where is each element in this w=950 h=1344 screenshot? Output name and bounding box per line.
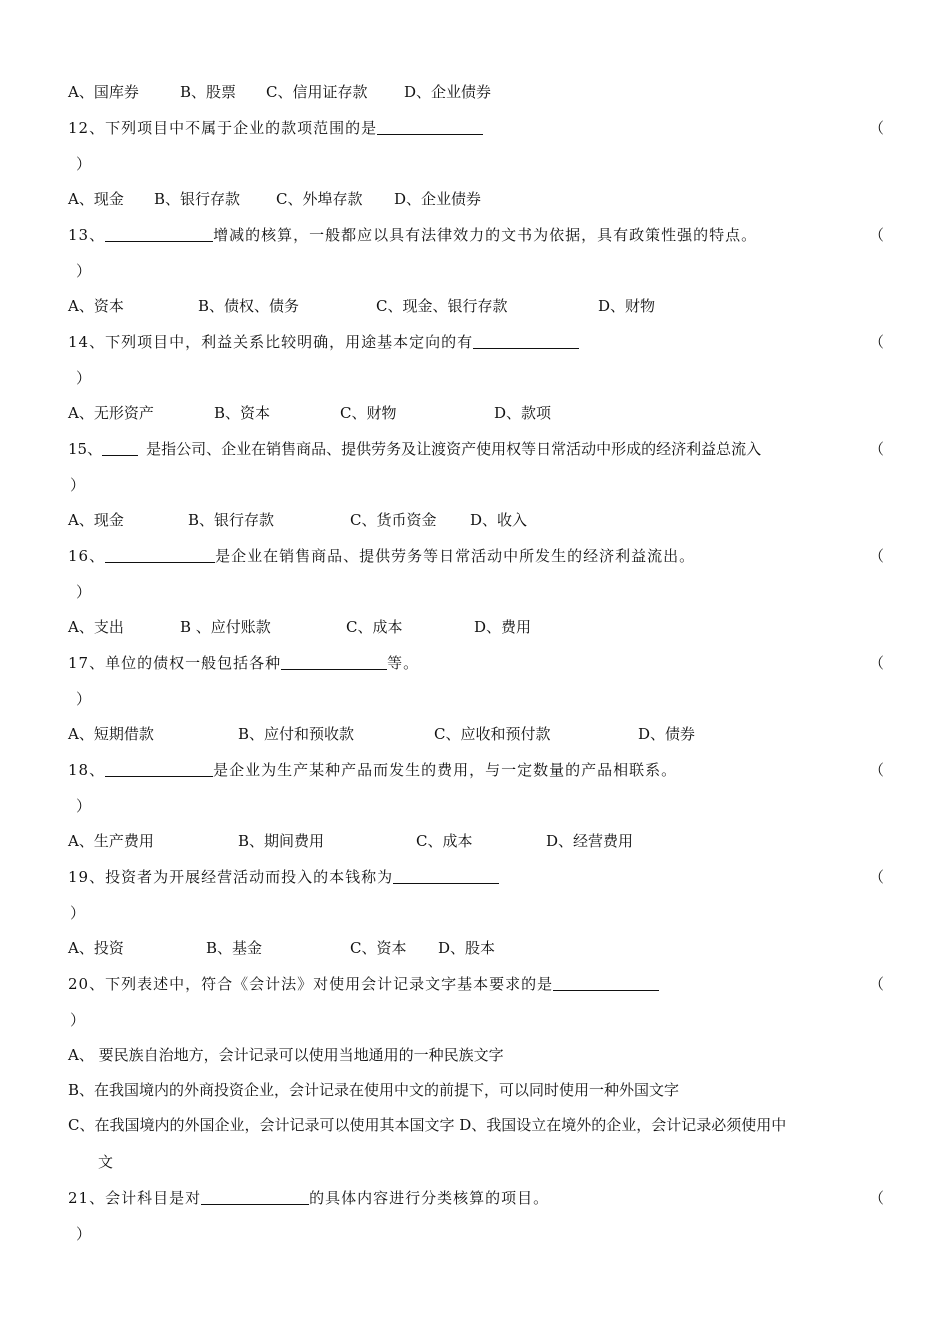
q21-number: 21、 [68, 1189, 106, 1207]
q15-option-d: D、收入 [470, 511, 528, 529]
q14-text: 下列项目中，利益关系比较明确，用途基本定向的有 [105, 333, 474, 351]
q15-option-c: C、货币资金 [350, 511, 437, 529]
q17-option-b: B、应付和预收款 [238, 725, 355, 743]
q13-answer-blank[interactable] [105, 225, 213, 242]
q15-paren-close: ） [70, 476, 86, 494]
q16-number: 16、 [68, 547, 106, 565]
q21-answer-blank[interactable] [201, 1188, 309, 1205]
q20-paren-close: ） [70, 1011, 86, 1029]
q17-stem [68, 651, 882, 675]
q16-paren-close: ） [76, 583, 92, 601]
q17-answer-blank[interactable] [281, 653, 387, 670]
q18-text: 是企业为生产某种产品而发生的费用，与一定数量的产品相联系。 [213, 761, 678, 779]
q13-number: 13、 [68, 226, 106, 244]
q19-paren-close: ） [70, 904, 86, 922]
q18-option-b: B、期间费用 [238, 832, 325, 850]
q11-option-d: D、企业债券 [404, 83, 492, 101]
q13-option-a: A、资本 [68, 297, 124, 315]
q17-option-c: C、应收和预付款 [434, 725, 551, 743]
q12-option-b: B、银行存款 [154, 190, 241, 208]
q15-options [68, 508, 882, 532]
q13-text: 增减的核算，一般都应以具有法律效力的文书为依据，具有政策性强的特点。 [213, 226, 758, 244]
q12-paren-open: （ [868, 119, 884, 137]
q14-options [68, 401, 882, 425]
q13-option-b: B、债权、债务 [198, 297, 300, 315]
q15-stem [68, 437, 882, 461]
q15-paren-open: （ [868, 440, 884, 458]
q14-number: 14、 [68, 333, 106, 351]
q16-options [68, 615, 882, 639]
q14-paren-open: （ [868, 333, 884, 351]
q16-option-a: A、支出 [68, 618, 124, 636]
q17-text-post: 等。 [387, 654, 420, 672]
q15-number: 15、 [68, 440, 103, 458]
q18-option-d: D、经营费用 [546, 832, 634, 850]
q15-text: 是指公司、企业在销售商品、提供劳务及让渡资产使用权等日常活动中形成的经济利益总流入 [146, 440, 762, 458]
q14-stem [68, 330, 882, 354]
q16-text: 是企业在销售商品、提供劳务等日常活动中所发生的经济利益流出。 [215, 547, 696, 565]
q15-option-b: B、银行存款 [188, 511, 275, 529]
q12-paren-close: ） [76, 155, 92, 173]
q18-option-c: C、成本 [416, 832, 473, 850]
q20-option-c-d: C、在我国境内的外国企业，会计记录可以使用其本国文字 D、我国设立在境外的企业，会计记录必须使用中 [68, 1116, 787, 1134]
q18-stem [68, 758, 882, 782]
q13-paren-close: ） [76, 262, 92, 280]
q13-stem [68, 223, 882, 247]
q12-options [68, 187, 882, 211]
q14-option-d: D、款项 [494, 404, 552, 422]
q18-paren-open: （ [868, 761, 884, 779]
q19-option-d: D、股本 [438, 939, 496, 957]
q14-option-c: C、财物 [340, 404, 397, 422]
q19-options [68, 936, 882, 960]
q14-option-a: A、无形资产 [68, 404, 154, 422]
q13-paren-open: （ [868, 226, 884, 244]
q17-number: 17、 [68, 654, 106, 672]
q12-stem [68, 116, 882, 140]
q21-text-post: 的具体内容进行分类核算的项目。 [309, 1189, 550, 1207]
q12-option-c: C、外埠存款 [276, 190, 363, 208]
q12-option-d: D、企业债券 [394, 190, 482, 208]
q20-answer-blank[interactable] [553, 974, 659, 991]
q14-paren-close: ） [76, 369, 92, 387]
q19-option-c: C、资本 [350, 939, 407, 957]
q21-paren-close: ） [76, 1225, 92, 1243]
q20-option-a: A、 要民族自治地方，会计记录可以使用当地通用的一种民族文字 [68, 1046, 504, 1064]
q19-paren-open: （ [868, 868, 884, 886]
q17-paren-open: （ [868, 654, 884, 672]
q17-option-a: A、短期借款 [68, 725, 154, 743]
q13-options [68, 294, 882, 318]
q16-answer-blank[interactable] [105, 546, 215, 563]
q18-options [68, 829, 882, 853]
q19-stem [68, 865, 882, 889]
q11-option-a: A、国库券 [68, 83, 139, 101]
q20-option-wrap: 文 [98, 1153, 114, 1171]
q19-option-a: A、投资 [68, 939, 124, 957]
q12-text: 下列项目中不属于企业的款项范围的是 [105, 119, 378, 137]
q14-option-b: B、资本 [214, 404, 271, 422]
q18-option-a: A、生产费用 [68, 832, 154, 850]
q20-paren-open: （ [868, 975, 884, 993]
q18-paren-close: ） [76, 797, 92, 815]
q13-option-d: D、财物 [598, 297, 656, 315]
q18-number: 18、 [68, 761, 106, 779]
q15-answer-blank[interactable] [102, 439, 138, 456]
q13-option-c: C、现金、银行存款 [376, 297, 508, 315]
q16-stem [68, 544, 882, 568]
q11-option-b: B、股票 [180, 83, 237, 101]
q21-text-pre: 会计科目是对 [105, 1189, 202, 1207]
q14-answer-blank[interactable] [473, 332, 579, 349]
q17-options [68, 722, 882, 746]
q19-number: 19、 [68, 868, 106, 886]
q16-option-c: C、成本 [346, 618, 403, 636]
q20-number: 20、 [68, 975, 106, 993]
q17-paren-close: ） [76, 690, 92, 708]
q12-number: 12、 [68, 119, 106, 137]
q18-answer-blank[interactable] [105, 760, 213, 777]
q15-option-a: A、现金 [68, 511, 124, 529]
q20-stem [68, 972, 882, 996]
q12-answer-blank[interactable] [377, 118, 483, 135]
q19-answer-blank[interactable] [393, 867, 499, 884]
q19-text: 投资者为开展经营活动而投入的本钱称为 [105, 868, 394, 886]
q21-paren-open: （ [868, 1189, 884, 1207]
q19-option-b: B、基金 [206, 939, 263, 957]
q21-stem [68, 1186, 882, 1210]
q20-option-b: B、在我国境内的外商投资企业，会计记录在使用中文的前提下，可以同时使用一种外国文字 [68, 1081, 680, 1099]
q11-options [68, 80, 882, 104]
q17-text-pre: 单位的债权一般包括各种 [105, 654, 282, 672]
q20-text: 下列表述中，符合《会计法》对使用会计记录文字基本要求的是 [105, 975, 554, 993]
q11-option-c: C、信用证存款 [266, 83, 368, 101]
q17-option-d: D、债券 [638, 725, 696, 743]
q12-option-a: A、现金 [68, 190, 124, 208]
q16-option-b: B 、应付账款 [180, 618, 271, 636]
q16-option-d: D、费用 [474, 618, 532, 636]
q16-paren-open: （ [868, 547, 884, 565]
